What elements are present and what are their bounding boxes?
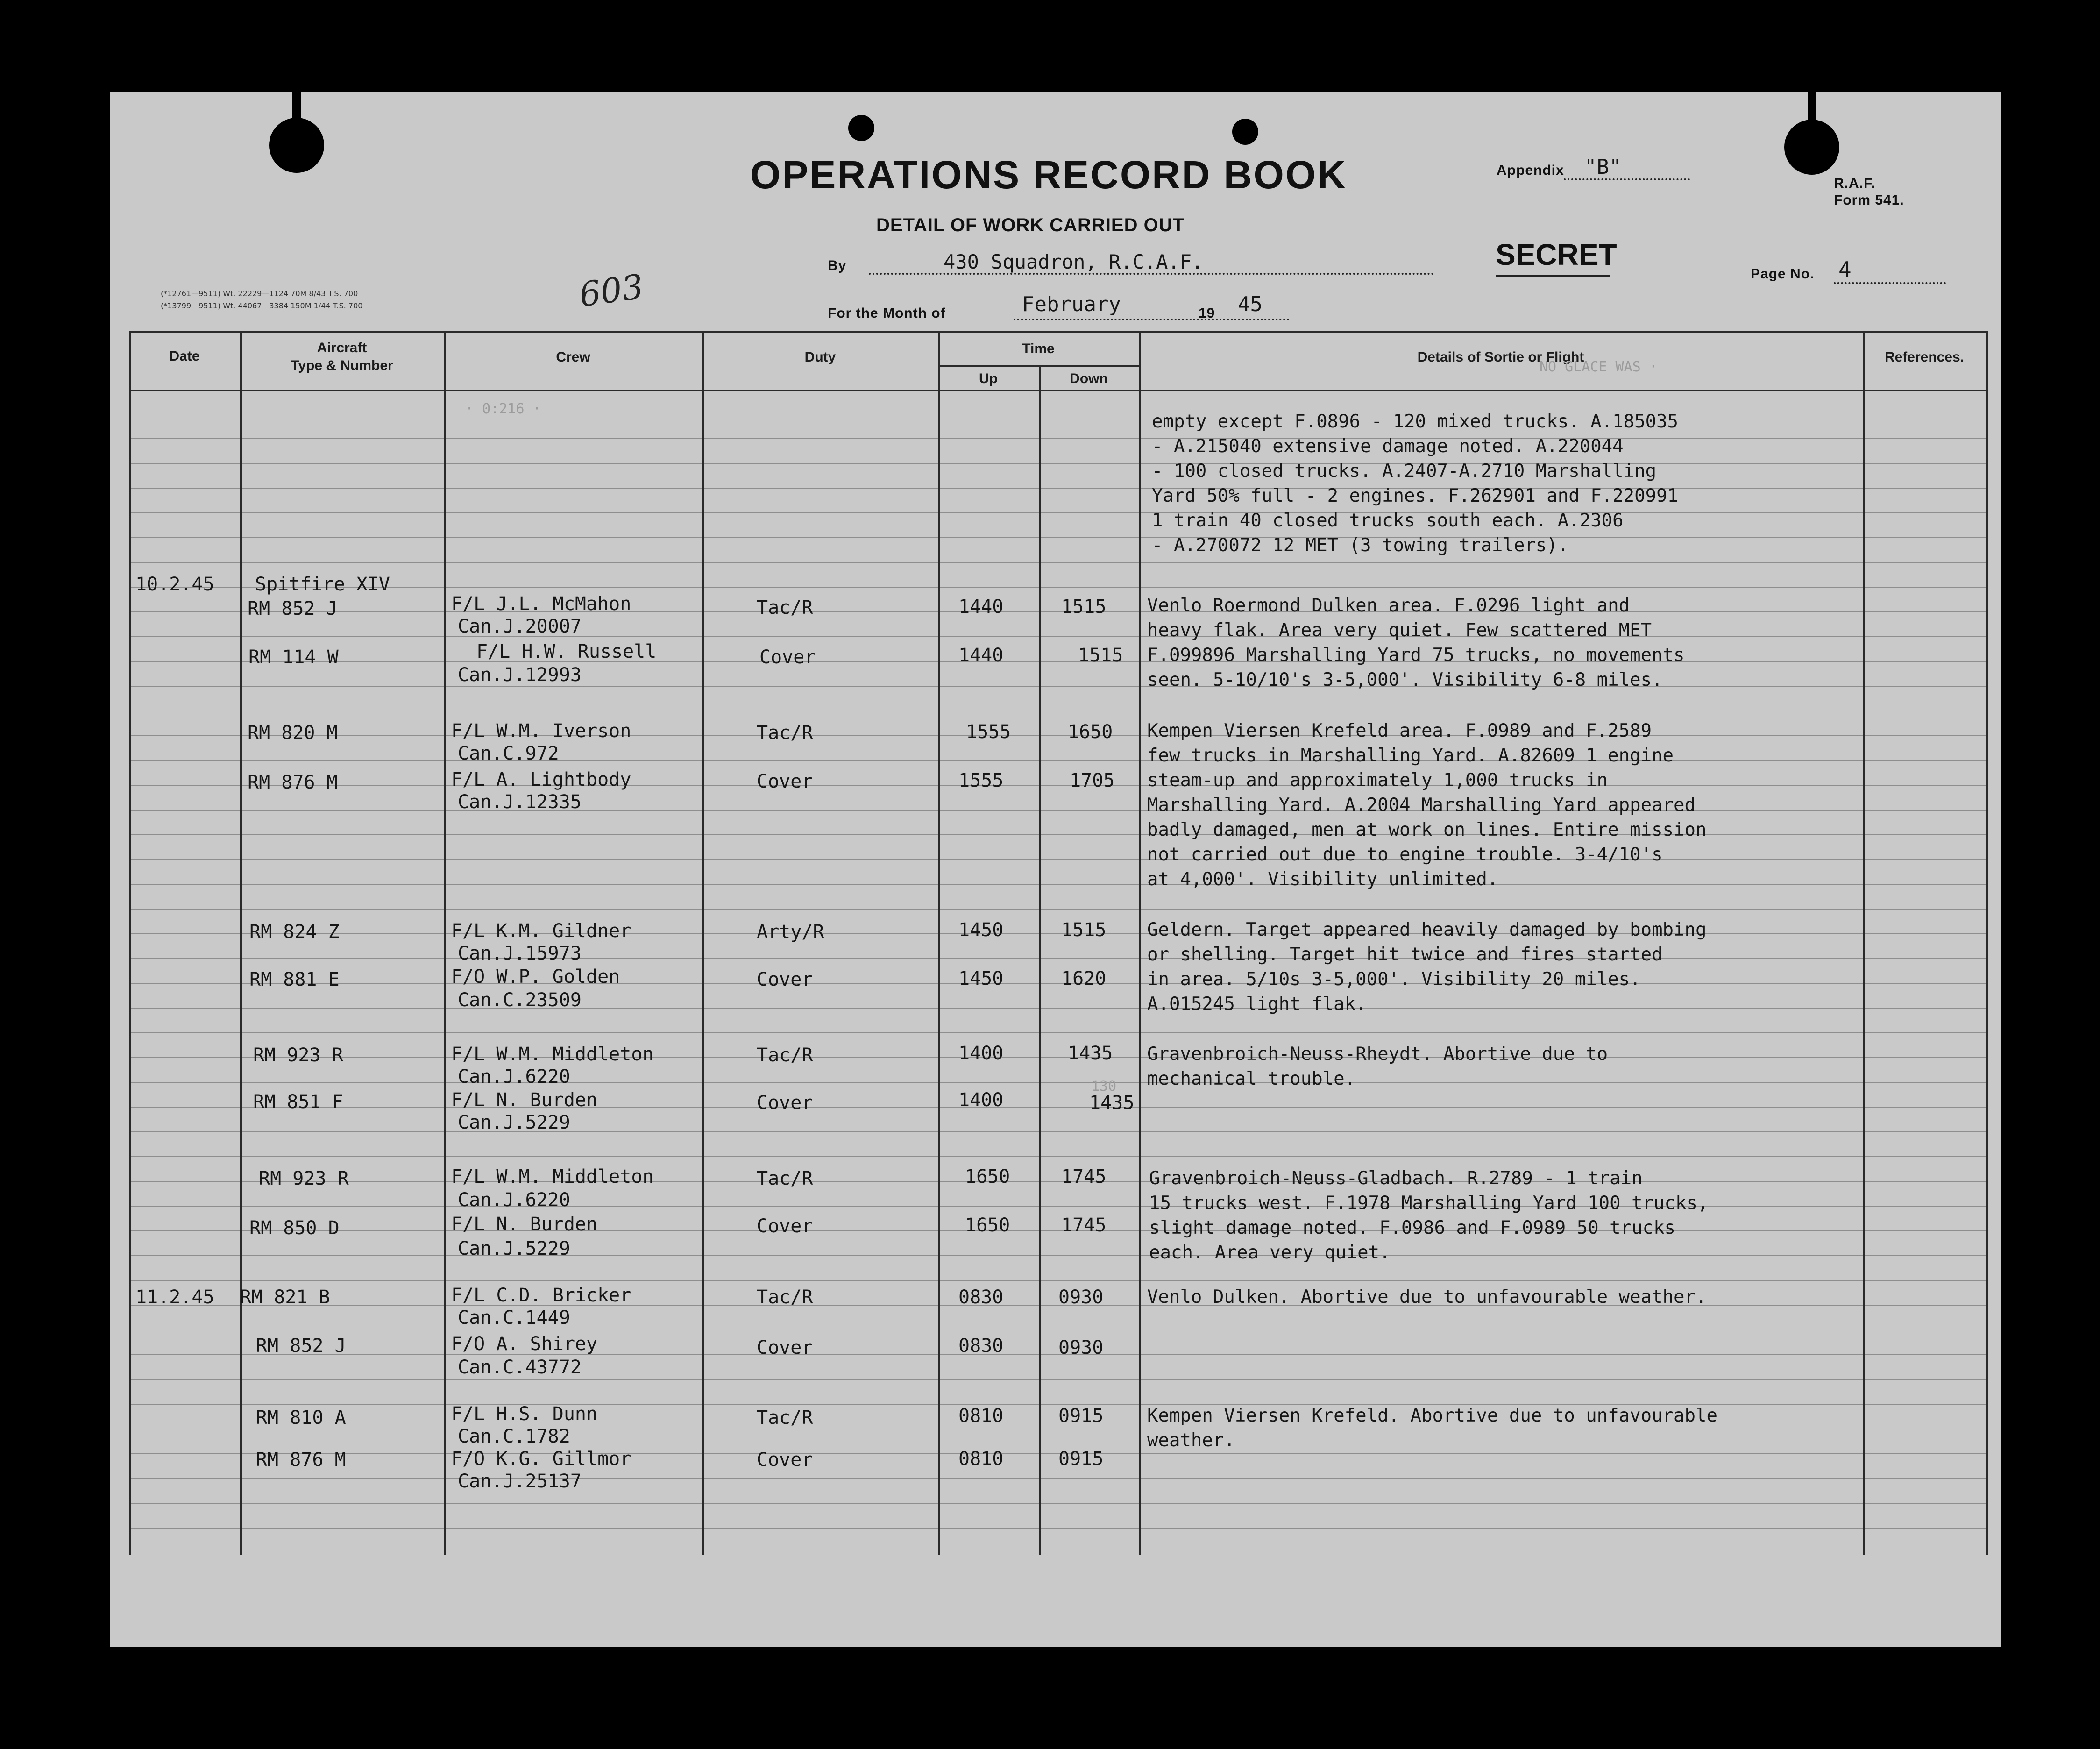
- crew-service-number: Can.C.43772: [458, 1357, 582, 1378]
- aircraft-number: RM 851 F: [253, 1091, 343, 1113]
- col-date: Date: [169, 348, 200, 364]
- aircraft-number: RM 923 R: [253, 1045, 343, 1066]
- time-up: 1555: [966, 721, 1011, 743]
- sortie-table: Date Aircraft Type & Number Crew Duty Time Up Down Details of Sortie or Flight References. · 0:216 · NO GLACE WAS · 1​30 empty except F.0896 - 120 mixed trucks. A.185035 - A.215040 extensive damage noted. A.220044 - 100 closed trucks. A.2407-A.2710 Marshalling Yard 50% full - 2 engines. F.262901 and F.220991 1 train 40 closed trucks south each. A.2306 - A.270072 12 MET (3 towing trailers). 10.2.45 Spitfire XIV RM 852 J RM 114 W F/L J.L. McMahon Can.J.20007 F/L H.W. Russell Can.J.12993 Tac/R Cover 1440 1440 1515 1515 Venlo Roermond Dulken area. F.0296 light and heavy flak. Area very quiet. Few scattered MET F.099896 Marshalling Yard 75 trucks, no movements seen. 5-10/10's 3-5,000'. Visibility 6-8 miles. RM 820 M RM 876 M F/L W.M. Iverson Can.C.972 F/L A. Lightbody Can.J.12335 Tac/R Cover 1555 1555 1650 1705 Kempen Viersen Krefeld area. F.0989 and F.2589 few trucks in Marshalling Yard. A.82609 1 engine steam-up and approximately 1,000 trucks in Marshalling Yard. A.2004 Marshalling Yard appeared badly damaged, men at work on lines. Entire mission not carried out due to engine trouble. 3-4/10's at 4,000'. Visibility unlimited. RM 824 Z RM 881 E F/L K.M. Gildner Can.J.15973 F/O W.P. Golden Can.C.23509 Arty/R Cover 1450 1450 1515 1620 Geldern. Target appeared heavily damaged by bombing or shelling. Target hit twice and fires started in area. 5/10s 3-5,000'. Visibility 20 miles. A.015245 light flak. RM 923 R RM 851 F F/L W.M. Middleton Can.J.6220 F/L N. Burden Can.J.5229 Tac/R Cover 1400 1400 1435 1435 Gravenbroich-Neuss-Rheydt. Abortive due to mechanical trouble. RM 923 R RM 850 D F/L W.M. Middleton Can.J.6220 F/L N. Burden Can.J.5229 Tac/R Cover 1650 1650 1745 1745 Gravenbroich-Neuss-Gladbach. R.2789 - 1 train 15 trucks west. F.1978 Marshalling Yard 100 trucks, slight damage noted. F.0986 and F.0989 50 trucks each. Area very quiet. 11.2.45 RM 821 B RM 852 J F/L C.D. Bricker Can.C.1449 F/O A. Shirey Can.C.43772 Tac/R Cover 0830 0830 0930 0930 Venlo Dulken. Abortive due to unfavourable weather. RM 810 A RM 876 M F/L H.S. Dunn Can.C.1782 F/O K.G. Gillmor Can.J.25137 Tac/R Cover 0810 0810 0915 0915 Kempen Viersen Krefeld. Abortive due to unfavourable weather.: [129, 331, 1988, 1555]
- time-down: 1515: [1061, 596, 1107, 618]
- time-up: 1440: [958, 596, 1004, 618]
- form-line-1: R.A.F.: [1834, 176, 1876, 191]
- crew-name: F/O A. Shirey: [451, 1333, 598, 1355]
- col-time-up: Up: [979, 371, 998, 386]
- time-up: 0830: [958, 1287, 1004, 1308]
- year-prefix: 19: [1199, 306, 1215, 321]
- time-up: 0830: [958, 1335, 1004, 1357]
- page-subtitle: DETAIL OF WORK CARRIED OUT: [876, 215, 1185, 235]
- form-line-2: Form 541.: [1834, 192, 1904, 208]
- time-down: 1435: [1068, 1043, 1113, 1064]
- month-value: February: [1022, 292, 1121, 316]
- crew-name: F/L C.D. Bricker: [451, 1285, 631, 1306]
- crew-name: F/L N. Burden: [451, 1214, 598, 1235]
- aircraft-number: RM 923 R: [259, 1168, 349, 1189]
- time-down: 1650: [1068, 721, 1113, 743]
- crew-service-number: Can.J.15973: [458, 943, 582, 964]
- sortie-details: Gravenbroich-Neuss-Gladbach. R.2789 - 1 train 15 trucks west. F.1978 Marshalling Yard 100 trucks, slight damage noted. F.0986 and F.0989 50 trucks each. Area very quiet.: [1149, 1168, 1709, 1263]
- duty: Tac/R: [757, 1045, 813, 1066]
- duty: Cover: [757, 771, 813, 792]
- crew-name: F/L A. Lightbody: [451, 769, 631, 790]
- time-up: 1400: [958, 1043, 1004, 1064]
- crew-service-number: Can.C.1449: [458, 1307, 570, 1329]
- crew-service-number: Can.J.20007: [458, 616, 582, 637]
- crew-name: F/L W.M. Iverson: [451, 720, 631, 742]
- duty: Cover: [757, 1092, 813, 1114]
- punch-hole-small: [848, 115, 874, 141]
- crew-name: F/L W.M. Middleton: [451, 1044, 654, 1065]
- sortie-details: Geldern. Target appeared heavily damaged by bombing or shelling. Target hit twice and fires started in area. 5/10s 3-5,000'. Visibility 20 miles. A.015245 light flak.: [1147, 919, 1707, 1015]
- col-aircraft: Aircraft: [317, 340, 367, 355]
- crew-service-number: Can.C.1782: [458, 1426, 570, 1447]
- time-down: 1435: [1089, 1092, 1135, 1114]
- crew-name: F/L W.M. Middleton: [451, 1166, 654, 1187]
- duty: Cover: [757, 1449, 813, 1471]
- sortie-details: Venlo Dulken. Abortive due to unfavourable weather.: [1147, 1287, 1707, 1308]
- time-up: 0810: [958, 1405, 1004, 1427]
- time-down: 1515: [1061, 919, 1107, 941]
- crew-name: F/L H.S. Dunn: [451, 1403, 598, 1425]
- crew-name: F/O K.G. Gillmor: [451, 1448, 631, 1470]
- year-suffix: 45: [1238, 292, 1263, 316]
- appendix-value: "B": [1584, 155, 1622, 179]
- time-down: 1705: [1070, 770, 1115, 791]
- aircraft-number: RM 850 D: [249, 1217, 340, 1239]
- col-time: Time: [1022, 341, 1055, 356]
- time-up: 1450: [958, 968, 1004, 989]
- col-duty: Duty: [804, 349, 836, 365]
- time-down: 1745: [1061, 1166, 1107, 1187]
- col-crew: Crew: [556, 349, 590, 365]
- col-aircraft-type: Type & Number: [291, 358, 393, 373]
- aircraft-number: RM 114 W: [248, 647, 339, 668]
- page-no-value: 4: [1838, 257, 1852, 282]
- aircraft-number: RM 821 B: [240, 1287, 330, 1308]
- page-title: OPERATIONS RECORD BOOK: [750, 153, 1347, 197]
- time-down: 0930: [1058, 1337, 1104, 1358]
- sortie-details: Kempen Viersen Krefeld. Abortive due to unfavourable weather.: [1147, 1405, 1717, 1451]
- time-down: 0915: [1058, 1405, 1104, 1427]
- crew-service-number: Can.J.6220: [458, 1066, 570, 1088]
- time-up: 1440: [958, 645, 1004, 666]
- time-up: 1400: [958, 1089, 1004, 1111]
- aircraft-number: RM 820 M: [248, 722, 338, 744]
- aircraft-number: RM 824 Z: [249, 921, 340, 943]
- duty: Tac/R: [757, 1287, 813, 1308]
- handwritten-note: 603: [576, 266, 646, 315]
- time-down: 0915: [1058, 1448, 1104, 1470]
- month-label: For the Month of: [828, 306, 946, 321]
- duty: Tac/R: [757, 597, 813, 619]
- col-references: References.: [1884, 349, 1965, 365]
- sortie-details: Gravenbroich-Neuss-Rheydt. Abortive due to mechanical trouble.: [1147, 1044, 1608, 1089]
- duty: Tac/R: [757, 1168, 813, 1189]
- duty: Cover: [759, 647, 816, 668]
- duty: Tac/R: [757, 1407, 813, 1429]
- crew-service-number: Can.C.23509: [458, 989, 582, 1011]
- punch-hole-right: [1784, 120, 1839, 175]
- punch-hole-small: [1232, 119, 1258, 145]
- crew-service-number: Can.J.5229: [458, 1238, 570, 1259]
- secret-stamp: SECRET: [1496, 238, 1617, 271]
- crew-service-number: Can.J.25137: [458, 1471, 582, 1492]
- time-up: 1650: [965, 1215, 1010, 1236]
- time-up: 1555: [958, 770, 1004, 791]
- aircraft-number: RM 876 M: [256, 1449, 346, 1471]
- crew-name: F/L K.M. Gildner: [451, 920, 631, 942]
- aircraft-number: RM 852 J: [256, 1335, 346, 1357]
- time-up: 0810: [958, 1448, 1004, 1470]
- sortie-date: 10.2.45: [135, 574, 214, 595]
- crew-service-number: Can.J.6220: [458, 1189, 570, 1211]
- time-up: 1450: [958, 919, 1004, 941]
- sortie-date: 11.2.45: [135, 1287, 214, 1308]
- duty: Arty/R: [757, 921, 824, 943]
- by-label: By: [828, 258, 847, 273]
- aircraft-number: RM 810 A: [256, 1407, 346, 1429]
- page-no-label: Page No.: [1751, 266, 1815, 282]
- crew-name: F/O W.P. Golden: [451, 966, 620, 988]
- time-down: 1515: [1078, 645, 1123, 666]
- col-details: Details of Sortie or Flight: [1417, 349, 1584, 365]
- col-time-down: Down: [1070, 371, 1108, 386]
- duty: Cover: [757, 969, 813, 990]
- punch-hole-left: [269, 118, 324, 173]
- record-sheet: [110, 92, 2001, 1647]
- continuation-text: empty except F.0896 - 120 mixed trucks. A.185035 - A.215040 extensive damage noted. A.220044 - 100 closed trucks. A.2407-A.2710 Marshalling Yard 50% full - 2 engines. F.262901 and F.220991 1 train 40 closed trucks south each. A.2306 - A.270072 12 MET (3 towing trailers).: [1152, 411, 1679, 556]
- crew-name: F/L H.W. Russell: [476, 641, 657, 662]
- time-down: 0930: [1058, 1287, 1104, 1308]
- crew-name: F/L J.L. McMahon: [451, 593, 631, 615]
- duty: Tac/R: [757, 722, 813, 744]
- time-down: 1745: [1061, 1215, 1107, 1236]
- crew-service-number: Can.J.12993: [458, 664, 582, 686]
- aircraft-number: RM 852 J: [248, 598, 338, 619]
- appendix-label: Appendix: [1497, 163, 1564, 178]
- aircraft-type: Spitfire XIV: [255, 574, 390, 595]
- crew-name: F/L N. Burden: [451, 1089, 598, 1111]
- crew-service-number: Can.J.5229: [458, 1112, 570, 1133]
- sortie-details: Kempen Viersen Krefeld area. F.0989 and F.2589 few trucks in Marshalling Yard. A.82609 1 engine steam-up and approximately 1,000 trucks in Marshalling Yard. A.2004 Marshalling Yard appeared badly damaged, men at work on lines. Entire mission not carried out due to engine trouble. 3-4/10's at 4,000'. Visibility unlimited.: [1147, 720, 1707, 890]
- sortie-details: Venlo Roermond Dulken area. F.0296 light and heavy flak. Area very quiet. Few scattered MET F.099896 Marshalling Yard 75 trucks, no movements seen. 5-10/10's 3-5,000'. Visibility 6-8 miles.: [1147, 595, 1685, 690]
- duty: Cover: [757, 1337, 813, 1358]
- print-reference: (*12761—9511) Wt. 22229—1124 70M 8/43 T.S. 700 (*13799—9511) Wt. 44067—3384 150M 1/44 T.S. 700: [161, 289, 363, 310]
- crew-service-number: Can.C.972: [458, 743, 559, 764]
- squadron-name: 430 Squadron, R.C.A.F.: [944, 250, 1204, 273]
- crew-service-number: Can.J.12335: [458, 791, 582, 813]
- aircraft-number: RM 881 E: [249, 969, 340, 990]
- time-up: 1650: [965, 1166, 1010, 1187]
- time-down: 1620: [1061, 968, 1107, 989]
- duty: Cover: [757, 1216, 813, 1237]
- aircraft-number: RM 876 M: [248, 772, 338, 793]
